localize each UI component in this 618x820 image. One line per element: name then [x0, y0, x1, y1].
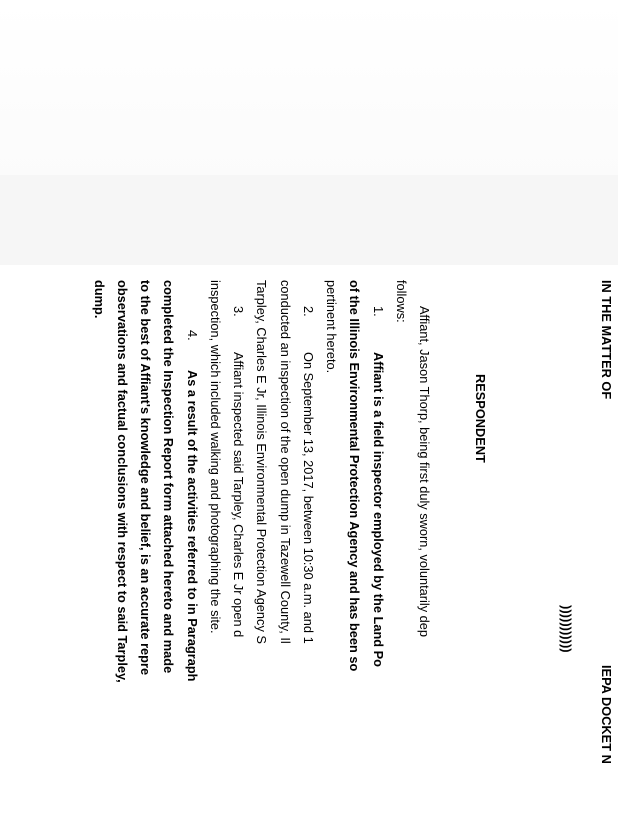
body-line: dump.	[92, 280, 107, 319]
body-line: pertinent hereto.	[324, 280, 339, 374]
body-line: Affiant is a field inspector employed by the Land Po	[371, 352, 386, 667]
respondent-label: RESPONDENT	[473, 374, 488, 463]
scan-edge	[0, 175, 618, 265]
matter-of-heading: IN THE MATTER OF	[599, 280, 614, 400]
body-line: Affiant inspected said Tarpley, Charles E Jr open d	[231, 352, 246, 638]
paragraph-number: 3.	[231, 306, 246, 317]
body-line: of the Illinois Environmental Protection Agency and has been so	[347, 280, 362, 672]
affidavit-page	[92, 280, 618, 820]
affiant-intro: Affiant, Jason Thorp, being first duly sworn, voluntarily dep	[417, 306, 432, 638]
paragraph-number: 4.	[185, 330, 200, 341]
body-line: Tarpley, Charles E Jr, Illinois Environmental Protection Agency S	[254, 280, 269, 644]
body-line: On September 13, 2017, between 10:30 a.m. and 1	[301, 352, 316, 644]
paragraph-number: 1.	[371, 306, 386, 317]
caption-braces: )))))))))))	[559, 605, 574, 653]
body-line: conducted an inspection of the open dump in Tazewell County, Il	[278, 280, 293, 644]
body-line: to the best of Affiant's knowledge and belief, is an accurate repre	[138, 280, 153, 676]
body-line: As a result of the activities referred to in Paragraph	[185, 370, 200, 682]
body-line: inspection, which included walking and photographing the site.	[208, 280, 223, 634]
body-line: completed the Inspection Report form attached hereto and made	[161, 280, 176, 674]
paragraph-number: 2.	[301, 306, 316, 317]
body-line: observations and factual conclusions with respect to said Tarpley,	[115, 280, 130, 683]
docket-heading: IEPA DOCKET N	[599, 665, 614, 764]
body-line: follows:	[394, 280, 409, 323]
